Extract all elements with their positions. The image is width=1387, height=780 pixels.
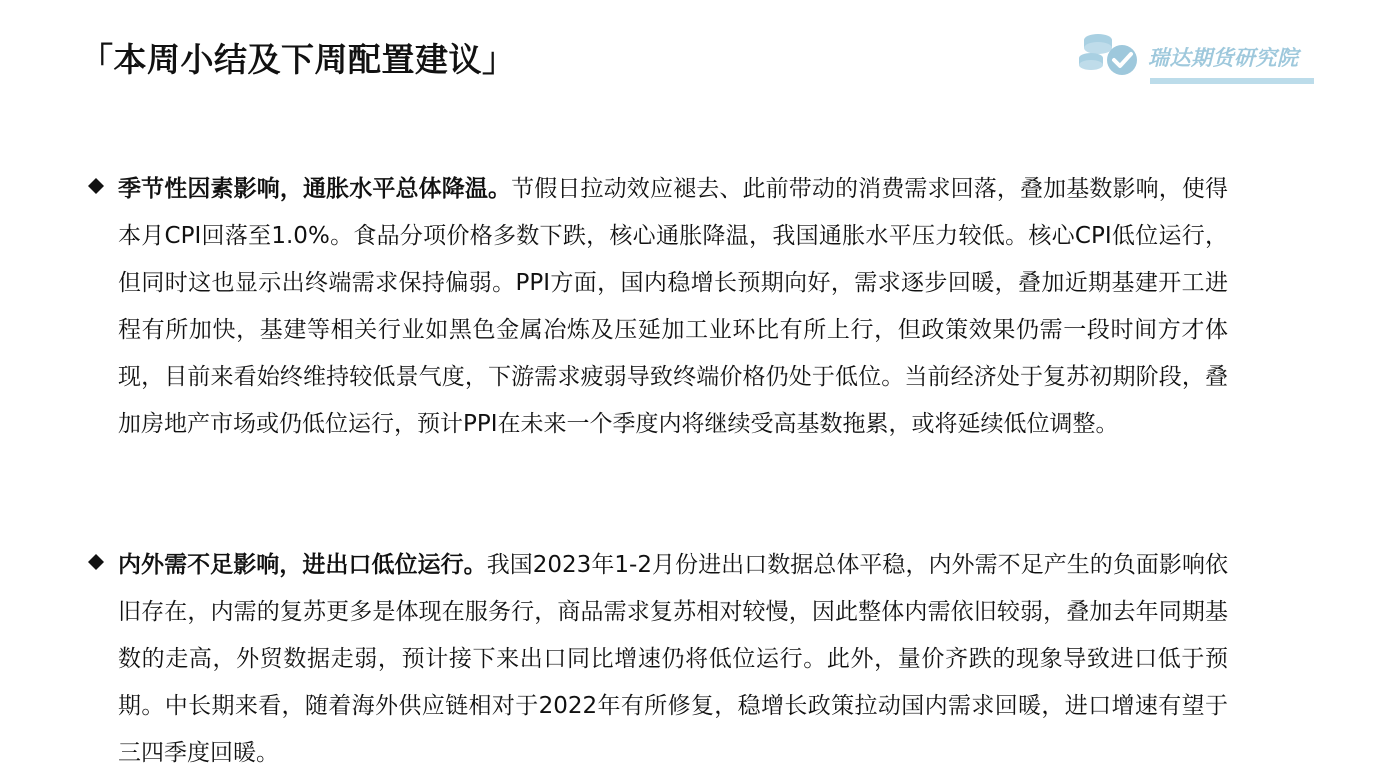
coins-check-icon [1078,28,1140,78]
brand-name: 瑞达期货研究院 [1148,46,1299,70]
diamond-bullet-icon [88,178,104,194]
section-paragraph [118,166,1228,448]
section-lead: 内外需不足影响，进出口低位运行。 [118,552,487,578]
section-body: 节假日拉动效应褪去、此前带动的消费需求回落，叠加基数影响，使得本月CPI回落至1.0%。食品分项价格多数下跌，核心通胀降温，我国通胀水平压力较低。核心CPI低位运行，但同时这也显示出终端需求保持偏弱。PPI方面，国内稳增长预期向好，需求逐步回暖，叠加近期基建开工进程有所加快，基建等相关行业如黑色金属冶炼及压延加工业环比有所上行，但政策效果仍需一段时间方才体现，目前来看始终维持较低景气度，下游需求疲弱导致终端价格仍处于低位。当前经济处于复苏初期阶段，叠加房地产市场或仍低位运行，预计PPI在未来一个季度内将继续受高基数拖累，或将延续低位调整。 [118,176,1229,437]
diamond-bullet-icon [88,554,104,570]
section-paragraph [118,542,1228,777]
section-lead: 季节性因素影响，通胀水平总体降温。 [118,176,512,202]
section-body: 我国2023年1-2月份进出口数据总体平稳，内外需不足产生的负面影响依旧存在，内需的复苏更多是体现在服务行，商品需求复苏相对较慢，因此整体内需依旧较弱，叠加去年同期基数的走高，外贸数据走弱，预计接下来出口同比增速仍将低位运行。此外，量价齐跌的现象导致进口低于预期。中长期来看，随着海外供应链相对于2022年有所修复，稳增长政策拉动国内需求回暖，进口增速有望于三四季度回暖。 [118,552,1229,766]
page-title: 「本周小结及下周配置建议」 [80,40,516,79]
summary-section-inflation [88,166,1228,448]
brand-logo [1078,28,1318,88]
summary-section-trade [88,542,1228,777]
brand-underline [1150,78,1314,84]
